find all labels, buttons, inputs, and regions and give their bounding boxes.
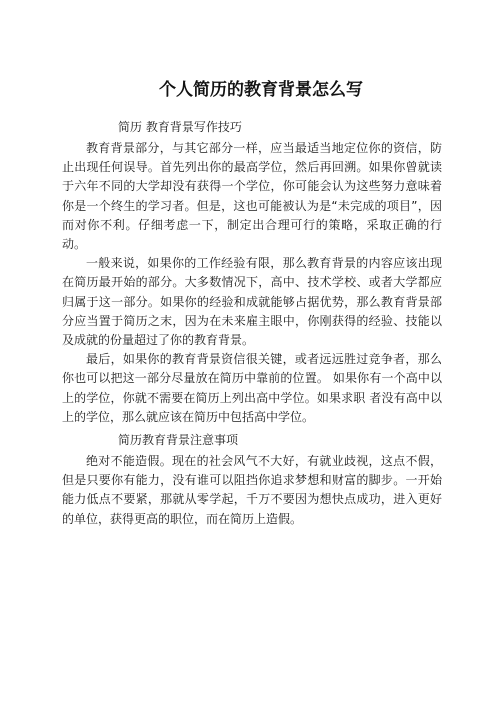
paragraph: 教育背景部分，与其它部分一样，应当最适当地定位你的资信，防止出现任何误导。首先列出你的最高学位，然后再回溯。如果你曾就读于六年不同的大学却没有获得一个学位，你可能会认为这些努力意味着你是一个终生的学习者。但是，这也可能被认为是“未完成的项目”，因而对你不利。仔细考虑一下，制定出合理可行的策略，采取正确的行动。 <box>62 141 442 252</box>
document-title: 个人简历的教育背景怎么写 <box>159 80 363 100</box>
paragraph: 绝对不能造假。现在的社会风气不大好，有就业歧视，这点不假，但是只要你有能力，没有谁可以阻挡你追求梦想和财富的脚步。一开始能力低点不要紧，那就从零学起，千万不要因为想快点成功，进入更好的单位，获得更高的职位，而在简历上造假。 <box>62 454 442 526</box>
paragraph: 最后，如果你的教育背景资信很关键，或者远远胜过竞争者，那么你也可以把这一部分尽量放在简历中靠前的位置。 如果你有一个高中以上的学位，你就不需要在简历上列出高中学位。如果求职 者没有高中以上的学位，那么就应该在简历中包括高中学位。 <box>62 352 442 424</box>
paragraph: 一般来说，如果你的工作经验有限，那么教育背景的内容应该出现在简历最开始的部分。大多数情况下，高中、技术学校、或者大学都应归属于这一部分。如果你的经验和成就能够占据优势，那么教育背景部分应当置于简历之末，因为在未来雇主眼中，你刚获得的经验、技能以及成就的份量超过了你的教育背景。 <box>62 256 442 348</box>
section-heading-writing-tips: 简历 教育背景写作技巧 <box>118 120 242 134</box>
section-heading-notes: 简历教育背景注意事项 <box>118 433 239 448</box>
